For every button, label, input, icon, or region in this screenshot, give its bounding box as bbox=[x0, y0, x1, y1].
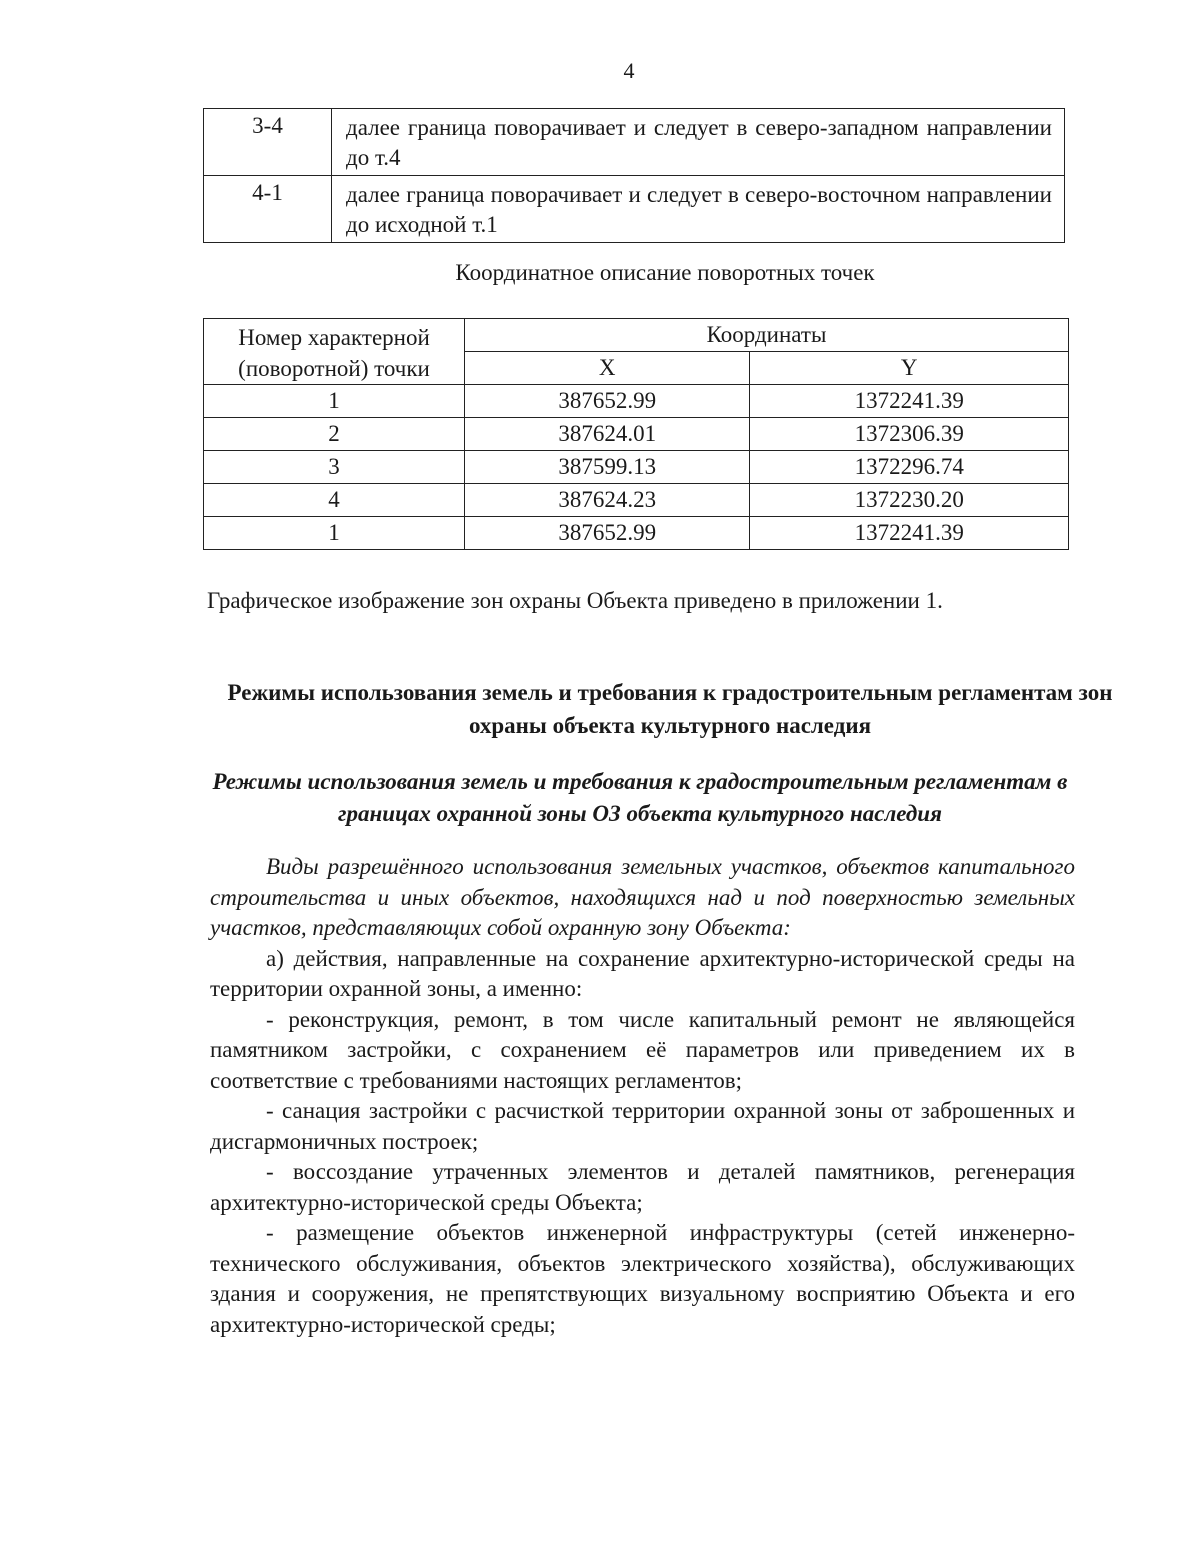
table-row bbox=[204, 418, 1069, 451]
point-number: 3 bbox=[204, 451, 465, 484]
header-x: X bbox=[465, 352, 750, 385]
coord-x: 387652.99 bbox=[465, 517, 750, 550]
coordinates-table bbox=[203, 318, 1069, 550]
segment-description: далее граница поворачивает и следует в северо-восточном направлении до исходной т.1 bbox=[332, 176, 1065, 243]
graphic-note: Графическое изображение зон охраны Объекта приведено в приложении 1. bbox=[207, 588, 943, 613]
intro-paragraph: Виды разрешённого использования земельных участков, объектов капитального строительства и иных объектов, находящихся над и под поверхностью земельных участков, представляющих собой охранную зону Объекта: bbox=[210, 854, 1075, 940]
segments-table bbox=[203, 108, 1065, 243]
list-item: - санация застройки с расчисткой территории охранной зоны от заброшенных и дисгармоничных построек; bbox=[210, 1098, 1075, 1154]
coord-x: 387624.01 bbox=[465, 418, 750, 451]
list-item: - воссоздание утраченных элементов и деталей памятников, регенерация архитектурно-исторической среды Объекта; bbox=[210, 1159, 1075, 1215]
table-row bbox=[204, 451, 1069, 484]
coord-y: 1372296.74 bbox=[750, 451, 1069, 484]
coord-x: 387652.99 bbox=[465, 385, 750, 418]
point-number: 1 bbox=[204, 517, 465, 550]
coord-x: 387624.23 bbox=[465, 484, 750, 517]
section-heading: Режимы использования земель и требования к градостроительным регламентам зон охраны объекта культурного наследия bbox=[227, 680, 1113, 738]
segment-id: 3-4 bbox=[204, 109, 332, 176]
coord-y: 1372241.39 bbox=[750, 517, 1069, 550]
paragraph-a: а) действия, направленные на сохранение архитектурно-исторической среды на территории охранной зоны, а именно: bbox=[210, 945, 1075, 1001]
coord-y: 1372230.20 bbox=[750, 484, 1069, 517]
coord-x: 387599.13 bbox=[465, 451, 750, 484]
table-row bbox=[204, 484, 1069, 517]
table-row bbox=[204, 109, 1065, 176]
point-number: 2 bbox=[204, 418, 465, 451]
table-row bbox=[204, 385, 1069, 418]
header-point-number: Номер характерной (поворотной) точки bbox=[204, 319, 465, 385]
point-number: 4 bbox=[204, 484, 465, 517]
coordinates-caption: Координатное описание поворотных точек bbox=[455, 260, 875, 285]
segment-description: далее граница поворачивает и следует в северо-западном направлении до т.4 bbox=[332, 109, 1065, 176]
table-row bbox=[204, 517, 1069, 550]
page-number: 4 bbox=[623, 58, 635, 83]
table-header-row bbox=[204, 319, 1069, 352]
segment-id: 4-1 bbox=[204, 176, 332, 243]
table-row bbox=[204, 176, 1065, 243]
body-text bbox=[210, 852, 1075, 1340]
list-item: - размещение объектов инженерной инфраструктуры (сетей инженерно-технического обслуживания, объектов электрического хозяйства), обслуживающих здания и сооружения, не препятствующих визуальному восприятию Объекта и его архитектурно-исторической среды; bbox=[210, 1220, 1075, 1337]
coord-y: 1372306.39 bbox=[750, 418, 1069, 451]
point-number: 1 bbox=[204, 385, 465, 418]
header-coordinates: Координаты bbox=[465, 319, 1069, 352]
subsection-heading: Режимы использования земель и требования к градостроительным регламентам в границах охранной зоны ОЗ объекта культурного наследия bbox=[212, 769, 1068, 826]
header-y: Y bbox=[750, 352, 1069, 385]
list-item: - реконструкция, ремонт, в том числе капитальный ремонт не являющейся памятником застройки, с сохранением её параметров или приведением их в соответствие с требованиями настоящих регламентов; bbox=[210, 1006, 1075, 1093]
coord-y: 1372241.39 bbox=[750, 385, 1069, 418]
